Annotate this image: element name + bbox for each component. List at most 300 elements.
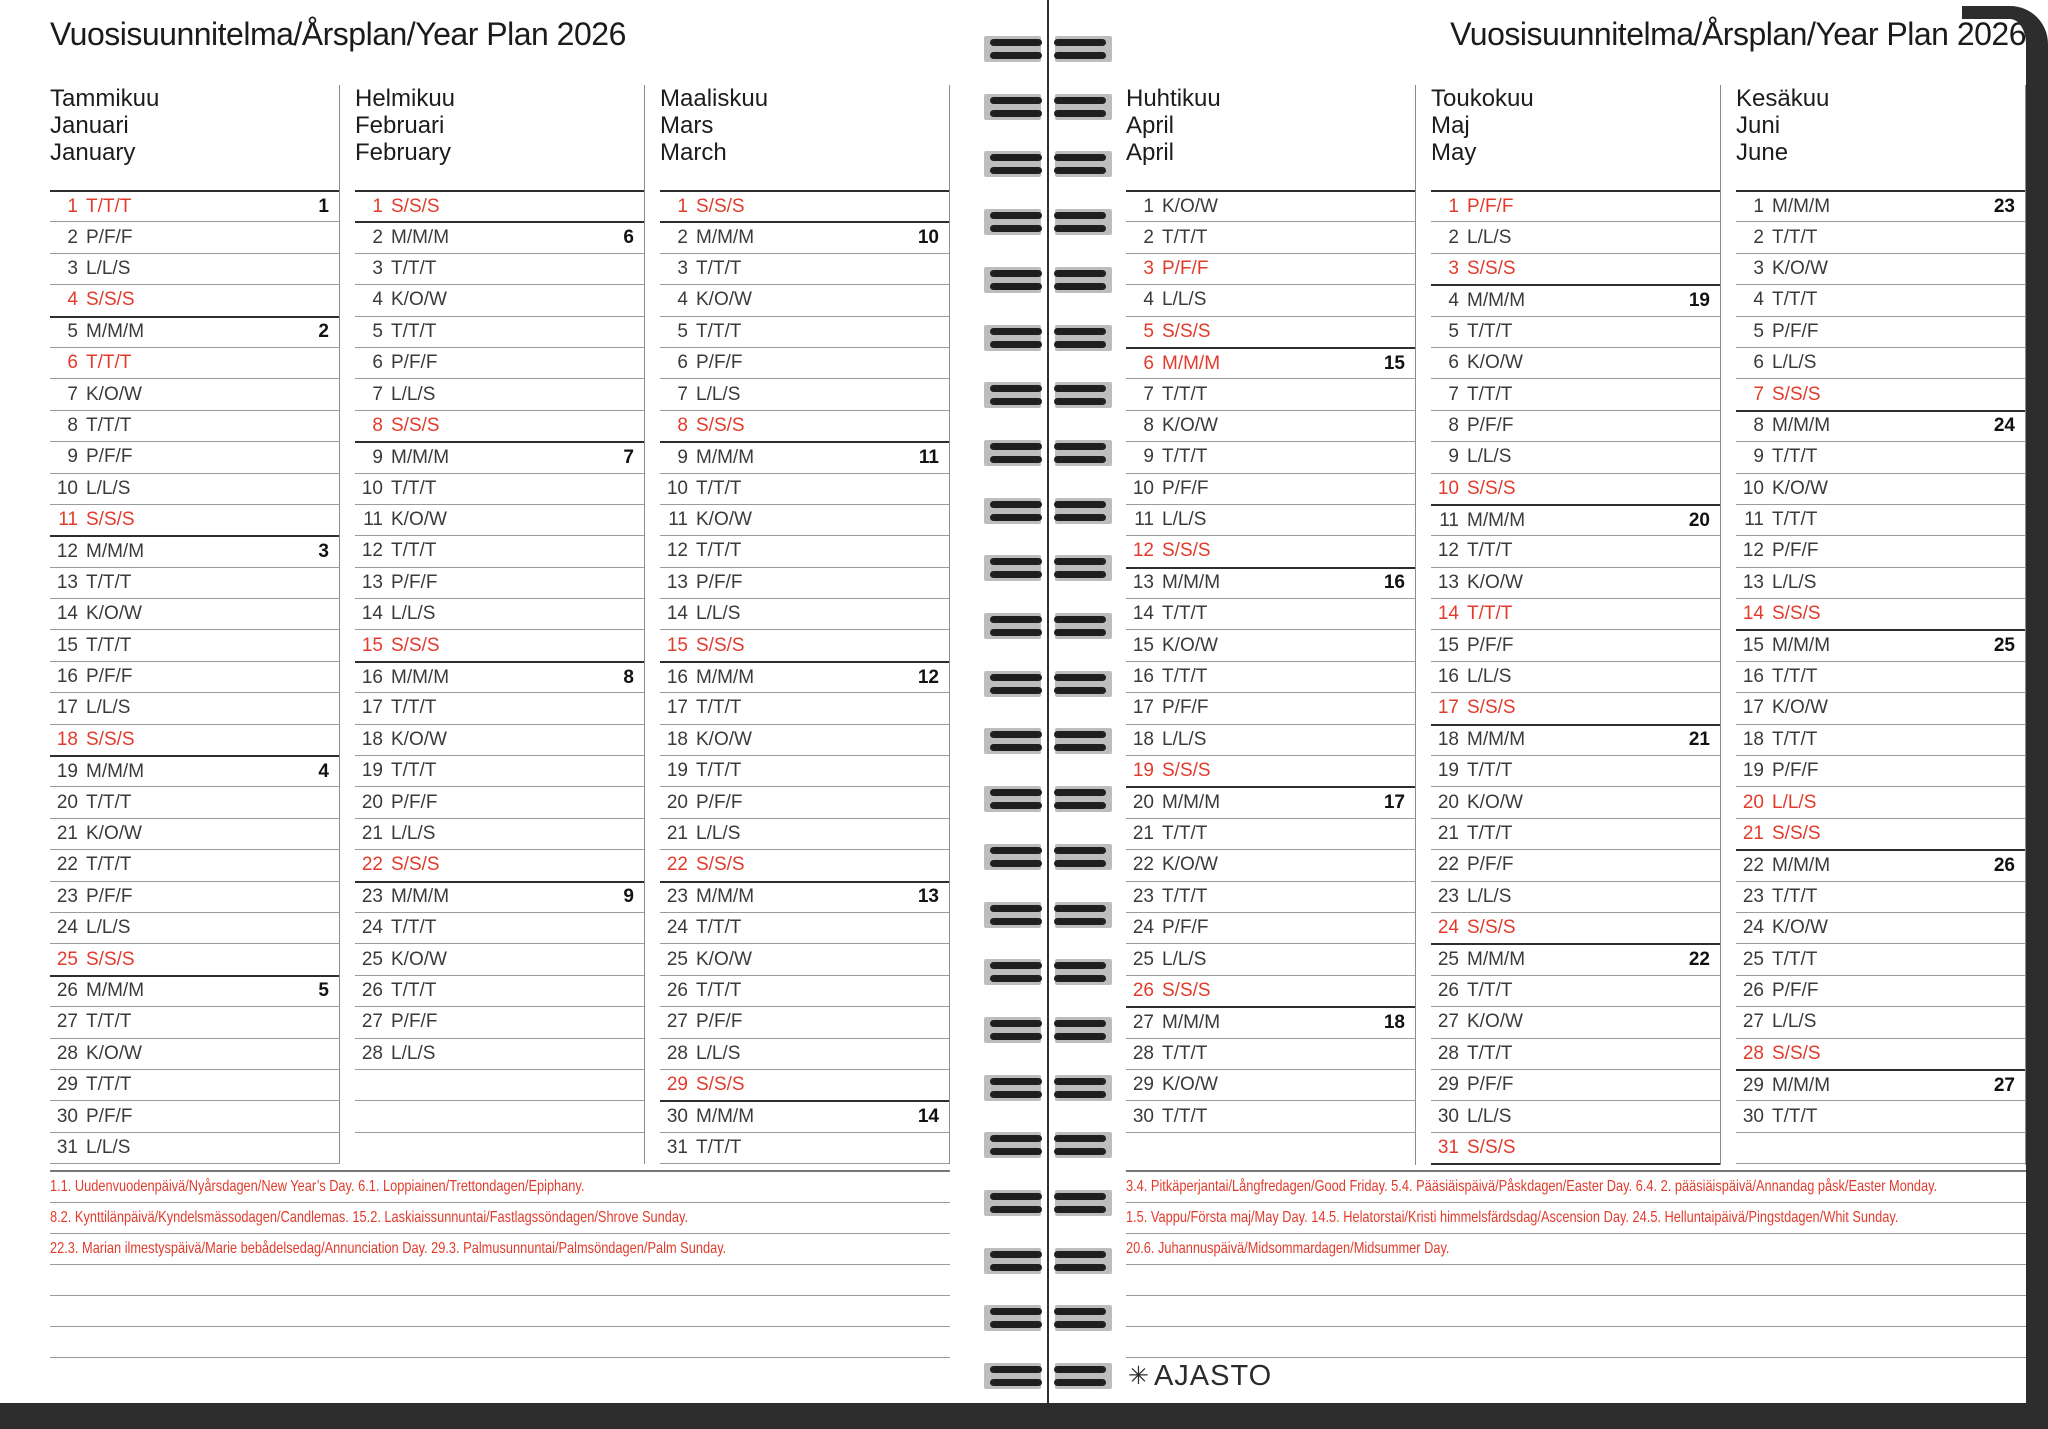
week-number: 5 bbox=[318, 980, 329, 1002]
weekday-code: S/S/S bbox=[391, 195, 440, 217]
weekday-code: T/T/T bbox=[1162, 666, 1208, 688]
weekday-code: T/T/T bbox=[1467, 603, 1513, 625]
day-row bbox=[1126, 692, 1415, 723]
day-row bbox=[50, 943, 339, 974]
weekday-code: M/M/M bbox=[1467, 509, 1526, 531]
day-number: 18 bbox=[1742, 728, 1764, 750]
spiral-wire bbox=[990, 154, 1042, 161]
spiral-wire bbox=[990, 167, 1042, 174]
spiral-wire bbox=[1054, 962, 1106, 969]
spiral-wire bbox=[1054, 616, 1106, 623]
spiral-wire bbox=[1054, 744, 1106, 751]
day-row bbox=[50, 473, 339, 504]
month-name-line: Maj bbox=[1431, 112, 1470, 139]
day-number: 9 bbox=[1143, 446, 1154, 468]
day-row bbox=[660, 253, 949, 284]
day-number: 18 bbox=[1132, 728, 1154, 750]
day-number: 25 bbox=[666, 948, 688, 970]
weekday-code: T/T/T bbox=[1772, 289, 1818, 311]
day-number: 1 bbox=[1448, 195, 1459, 217]
day-number: 16 bbox=[1742, 666, 1764, 688]
day-number: 28 bbox=[666, 1042, 688, 1064]
day-row bbox=[1126, 535, 1415, 566]
week-number: 14 bbox=[917, 1106, 939, 1128]
weekday-code: L/L/S bbox=[696, 603, 741, 625]
day-row bbox=[1126, 1038, 1415, 1069]
spiral-wire bbox=[990, 456, 1042, 463]
weekday-code: T/T/T bbox=[1467, 383, 1513, 405]
day-number: 6 bbox=[1448, 352, 1459, 374]
day-number: 17 bbox=[666, 697, 688, 719]
day-number: 4 bbox=[372, 289, 383, 311]
day-row bbox=[50, 629, 339, 660]
day-number: 25 bbox=[56, 948, 78, 970]
day-row bbox=[355, 410, 644, 441]
spiral-wire bbox=[990, 39, 1042, 46]
day-number: 22 bbox=[1132, 854, 1154, 876]
day-number: 8 bbox=[67, 414, 78, 436]
day-row bbox=[50, 504, 339, 535]
blank-row bbox=[1736, 1132, 2025, 1163]
weekday-code: L/L/S bbox=[696, 383, 741, 405]
weekday-code: M/M/M bbox=[1162, 1011, 1221, 1033]
weekday-code: S/S/S bbox=[391, 414, 440, 436]
month-name bbox=[1431, 85, 1720, 190]
weekday-code: K/O/W bbox=[1467, 571, 1523, 593]
month-grid bbox=[50, 190, 339, 1164]
weekday-code: T/T/T bbox=[696, 540, 742, 562]
spiral-loop bbox=[984, 1248, 1112, 1274]
weekday-code: P/F/F bbox=[1162, 257, 1209, 279]
day-row bbox=[1431, 221, 1720, 252]
blank-footnote-row bbox=[50, 1296, 950, 1327]
day-number: 1 bbox=[677, 195, 688, 217]
holiday-footnote bbox=[50, 1203, 950, 1234]
day-row bbox=[1126, 221, 1415, 252]
day-row bbox=[50, 849, 339, 880]
day-row bbox=[660, 378, 949, 409]
weekday-code: M/M/M bbox=[391, 446, 450, 468]
day-row bbox=[1431, 943, 1720, 974]
month-name-line: Mars bbox=[660, 112, 714, 139]
day-number: 13 bbox=[361, 571, 383, 593]
weekday-code: T/T/T bbox=[391, 917, 437, 939]
holiday-footnote-text: 1.5. Vappu/Första maj/May Day. 14.5. Helatorstai/Kristi himmelsfärdsdag/Ascension Day. 24.5. Helluntaipäivä/Pingstdagen/Whit Sunday. bbox=[1126, 1209, 1899, 1226]
day-number: 15 bbox=[56, 634, 78, 656]
weekday-code: K/O/W bbox=[86, 823, 142, 844]
day-row bbox=[1431, 190, 1720, 221]
weekday-code: T/T/T bbox=[86, 634, 132, 656]
weekday-code: T/T/T bbox=[696, 979, 742, 1001]
day-row bbox=[660, 441, 949, 472]
weekday-code: T/T/T bbox=[86, 791, 132, 813]
day-row bbox=[1126, 849, 1415, 880]
weekday-code: P/F/F bbox=[391, 571, 438, 593]
day-number: 25 bbox=[1437, 949, 1459, 971]
day-row bbox=[1431, 724, 1720, 755]
weekday-code: T/T/T bbox=[1467, 540, 1513, 562]
day-number: 11 bbox=[1134, 509, 1154, 531]
page-title: Vuosisuunnitelma/Årsplan/Year Plan 2026 bbox=[50, 16, 626, 52]
spiral-wire bbox=[990, 687, 1042, 694]
weekday-code: L/L/S bbox=[1467, 226, 1512, 248]
weekday-code: K/O/W bbox=[696, 728, 752, 750]
day-number: 9 bbox=[1448, 446, 1459, 468]
day-number: 14 bbox=[666, 603, 688, 625]
day-row bbox=[1126, 284, 1415, 315]
spiral-loop bbox=[984, 728, 1112, 754]
month-name-line: April bbox=[1126, 112, 1175, 139]
weekday-code: T/T/T bbox=[1772, 666, 1818, 688]
day-number: 31 bbox=[56, 1136, 78, 1158]
day-number: 26 bbox=[1132, 979, 1154, 1001]
month-column-february bbox=[355, 85, 645, 1164]
day-number: 7 bbox=[1753, 383, 1764, 405]
spiral-loop bbox=[984, 555, 1112, 581]
day-number: 26 bbox=[666, 979, 688, 1001]
day-row bbox=[660, 410, 949, 441]
weekday-code: M/M/M bbox=[696, 886, 755, 908]
weekday-code: M/M/M bbox=[1467, 289, 1526, 311]
day-number: 9 bbox=[677, 446, 688, 468]
day-number: 12 bbox=[1132, 540, 1154, 562]
holiday-footnote bbox=[50, 1234, 950, 1265]
spiral-loop bbox=[984, 440, 1112, 466]
day-row bbox=[1431, 504, 1720, 535]
day-number: 21 bbox=[1742, 823, 1764, 844]
day-number: 5 bbox=[677, 320, 688, 342]
day-row bbox=[1736, 535, 2025, 566]
day-number: 11 bbox=[1744, 509, 1764, 531]
weekday-code: T/T/T bbox=[391, 320, 437, 342]
weekday-code: M/M/M bbox=[1772, 1074, 1831, 1096]
day-number: 8 bbox=[1143, 414, 1154, 436]
day-number: 6 bbox=[1753, 352, 1764, 374]
weekday-code: T/T/T bbox=[1772, 509, 1818, 531]
weekday-code: L/L/S bbox=[1162, 728, 1207, 750]
spiral-wire bbox=[990, 398, 1042, 405]
spiral-loop bbox=[984, 959, 1112, 985]
day-number: 26 bbox=[361, 979, 383, 1001]
day-row bbox=[1126, 943, 1415, 974]
weekday-code: K/O/W bbox=[1467, 1011, 1523, 1033]
day-number: 27 bbox=[56, 1011, 78, 1033]
spiral-wire bbox=[1054, 212, 1106, 219]
day-row bbox=[355, 724, 644, 755]
weekday-code: P/F/F bbox=[86, 885, 133, 907]
spiral-wire bbox=[990, 1206, 1042, 1213]
day-row bbox=[50, 1069, 339, 1100]
weekday-code: P/F/F bbox=[1772, 540, 1819, 562]
day-row bbox=[1431, 347, 1720, 378]
day-row bbox=[660, 881, 949, 912]
week-number: 2 bbox=[318, 321, 329, 343]
spiral-wire bbox=[1054, 1206, 1106, 1213]
weekday-code: T/T/T bbox=[1162, 383, 1208, 405]
day-number: 23 bbox=[1742, 885, 1764, 907]
weekday-code: T/T/T bbox=[1162, 226, 1208, 248]
day-number: 18 bbox=[666, 728, 688, 750]
day-number: 16 bbox=[1132, 666, 1154, 688]
weekday-code: T/T/T bbox=[391, 760, 437, 782]
spiral-wire bbox=[1054, 918, 1106, 925]
month-name bbox=[660, 85, 949, 190]
day-row bbox=[660, 849, 949, 880]
weekday-code: S/S/S bbox=[1772, 603, 1821, 625]
day-number: 8 bbox=[677, 414, 688, 436]
week-number: 26 bbox=[1993, 854, 2015, 876]
spiral-wire bbox=[1054, 1321, 1106, 1328]
weekday-code: L/L/S bbox=[86, 917, 131, 939]
day-row bbox=[50, 692, 339, 723]
day-row bbox=[355, 253, 644, 284]
day-row bbox=[355, 504, 644, 535]
page-title: Vuosisuunnitelma/Årsplan/Year Plan 2026 bbox=[1450, 16, 2026, 52]
weekday-code: L/L/S bbox=[696, 823, 741, 844]
holiday-footnotes-right bbox=[1126, 1170, 2026, 1358]
day-number: 3 bbox=[1448, 257, 1459, 279]
weekday-code: L/L/S bbox=[1772, 791, 1817, 813]
day-number: 2 bbox=[1143, 226, 1154, 248]
spiral-wire bbox=[1054, 1264, 1106, 1271]
day-number: 16 bbox=[1437, 666, 1459, 688]
day-row bbox=[1126, 410, 1415, 441]
week-number: 13 bbox=[917, 886, 939, 908]
spiral-wire bbox=[1054, 1379, 1106, 1386]
day-number: 24 bbox=[361, 917, 383, 939]
day-number: 26 bbox=[1437, 979, 1459, 1001]
weekday-code: P/F/F bbox=[1162, 917, 1209, 939]
spiral-wire bbox=[1054, 225, 1106, 232]
weekday-code: T/T/T bbox=[391, 697, 437, 719]
weekday-code: T/T/T bbox=[1467, 320, 1513, 342]
spiral-loop bbox=[984, 1075, 1112, 1101]
spiral-wire bbox=[990, 847, 1042, 854]
weekday-code: T/T/T bbox=[391, 540, 437, 562]
day-row bbox=[1126, 724, 1415, 755]
day-number: 7 bbox=[67, 383, 78, 405]
weekday-code: M/M/M bbox=[1162, 572, 1221, 594]
weekday-code: L/L/S bbox=[1467, 666, 1512, 688]
spiral-wire bbox=[1054, 110, 1106, 117]
day-number: 23 bbox=[1132, 885, 1154, 907]
day-row bbox=[1431, 1069, 1720, 1100]
day-row bbox=[1126, 253, 1415, 284]
spiral-wire bbox=[1054, 1091, 1106, 1098]
day-number: 20 bbox=[1132, 792, 1154, 814]
day-row bbox=[1431, 661, 1720, 692]
day-number: 18 bbox=[1437, 729, 1459, 751]
day-number: 13 bbox=[666, 571, 688, 593]
weekday-code: T/T/T bbox=[1467, 1042, 1513, 1064]
day-number: 9 bbox=[372, 446, 383, 468]
weekday-code: P/F/F bbox=[1772, 760, 1819, 782]
day-row bbox=[1736, 284, 2025, 315]
spiral-wire bbox=[990, 270, 1042, 277]
weekday-code: T/T/T bbox=[1162, 823, 1208, 844]
month-name bbox=[1126, 85, 1415, 190]
weekday-code: T/T/T bbox=[696, 477, 742, 499]
spiral-wire bbox=[990, 385, 1042, 392]
weekday-code: L/L/S bbox=[696, 1042, 741, 1064]
day-number: 2 bbox=[67, 226, 78, 248]
day-row bbox=[355, 692, 644, 723]
week-number: 11 bbox=[918, 446, 939, 468]
day-row bbox=[50, 1132, 339, 1163]
weekday-code: L/L/S bbox=[1162, 509, 1207, 531]
day-number: 30 bbox=[1742, 1105, 1764, 1127]
week-number: 19 bbox=[1688, 289, 1710, 311]
day-row bbox=[1431, 1132, 1720, 1163]
day-number: 18 bbox=[56, 728, 78, 750]
day-number: 22 bbox=[666, 854, 688, 876]
day-number: 9 bbox=[1753, 446, 1764, 468]
spiral-wire bbox=[1054, 1078, 1106, 1085]
holiday-footnote bbox=[1126, 1203, 2026, 1234]
day-number: 19 bbox=[1437, 760, 1459, 782]
spiral-wire bbox=[1054, 514, 1106, 521]
spiral-loop bbox=[984, 151, 1112, 177]
spiral-wire bbox=[990, 52, 1042, 59]
weekday-code: M/M/M bbox=[1467, 949, 1526, 971]
weekday-code: S/S/S bbox=[1162, 320, 1211, 342]
weekday-code: S/S/S bbox=[1772, 383, 1821, 405]
weekday-code: K/O/W bbox=[391, 948, 447, 970]
day-row bbox=[660, 1132, 949, 1163]
day-row bbox=[660, 316, 949, 347]
weekday-code: K/O/W bbox=[696, 948, 752, 970]
day-number: 2 bbox=[1448, 226, 1459, 248]
day-number: 29 bbox=[666, 1074, 688, 1096]
day-row bbox=[355, 755, 644, 786]
day-row bbox=[660, 755, 949, 786]
day-number: 14 bbox=[361, 603, 383, 625]
spiral-wire bbox=[990, 1033, 1042, 1040]
day-number: 12 bbox=[56, 540, 78, 562]
day-number: 21 bbox=[361, 823, 383, 844]
spiral-wire bbox=[1054, 1193, 1106, 1200]
spiral-wire bbox=[1054, 1135, 1106, 1142]
spiral-wire bbox=[990, 1091, 1042, 1098]
day-row bbox=[660, 724, 949, 755]
spiral-loop bbox=[984, 1017, 1112, 1043]
weekday-code: T/T/T bbox=[696, 917, 742, 939]
day-number: 28 bbox=[361, 1042, 383, 1064]
day-row bbox=[355, 598, 644, 629]
day-row bbox=[1126, 1006, 1415, 1037]
day-number: 1 bbox=[372, 195, 383, 217]
holiday-footnote-text: 20.6. Juhannuspäivä/Midsommardagen/Midsummer Day. bbox=[1126, 1240, 1450, 1257]
day-number: 1 bbox=[1753, 195, 1764, 217]
spiral-loop bbox=[984, 844, 1112, 870]
day-number: 14 bbox=[56, 603, 78, 625]
weekday-code: M/M/M bbox=[696, 446, 755, 468]
day-row bbox=[1736, 253, 2025, 284]
day-number: 29 bbox=[1437, 1074, 1459, 1096]
day-row bbox=[355, 849, 644, 880]
day-number: 5 bbox=[1753, 320, 1764, 342]
spiral-wire bbox=[990, 802, 1042, 809]
day-row bbox=[1126, 441, 1415, 472]
weekday-code: S/S/S bbox=[391, 634, 440, 656]
day-number: 10 bbox=[1437, 477, 1459, 499]
weekday-code: T/T/T bbox=[1162, 1105, 1208, 1127]
weekday-code: L/L/S bbox=[391, 383, 436, 405]
spiral-wire bbox=[1054, 328, 1106, 335]
day-number: 8 bbox=[1448, 414, 1459, 436]
day-row bbox=[355, 316, 644, 347]
day-row bbox=[1431, 535, 1720, 566]
spiral-wire bbox=[1054, 398, 1106, 405]
spiral-wire bbox=[1054, 687, 1106, 694]
day-row bbox=[660, 598, 949, 629]
day-number: 16 bbox=[666, 666, 688, 688]
day-row bbox=[355, 1038, 644, 1069]
weekday-code: K/O/W bbox=[1162, 1074, 1218, 1096]
day-number: 15 bbox=[1742, 635, 1764, 657]
weekday-code: M/M/M bbox=[1772, 635, 1831, 657]
spiral-wire bbox=[990, 918, 1042, 925]
weekday-code: T/T/T bbox=[696, 1136, 742, 1158]
day-row bbox=[1736, 786, 2025, 817]
day-number: 16 bbox=[56, 666, 78, 688]
spiral-wire bbox=[1054, 443, 1106, 450]
blank-footnote-row bbox=[50, 1265, 950, 1296]
day-row bbox=[660, 567, 949, 598]
day-row bbox=[1736, 504, 2025, 535]
week-number: 16 bbox=[1383, 572, 1405, 594]
day-number: 7 bbox=[677, 383, 688, 405]
spiral-wire bbox=[1054, 847, 1106, 854]
week-number: 20 bbox=[1688, 509, 1710, 531]
weekday-code: T/T/T bbox=[696, 697, 742, 719]
day-number: 11 bbox=[58, 509, 78, 531]
day-number: 22 bbox=[1742, 854, 1764, 876]
weekday-code: K/O/W bbox=[391, 728, 447, 750]
day-row bbox=[1431, 755, 1720, 786]
day-row bbox=[1431, 629, 1720, 660]
day-number: 19 bbox=[1742, 760, 1764, 782]
day-row bbox=[660, 692, 949, 723]
day-row bbox=[1126, 912, 1415, 943]
weekday-code: M/M/M bbox=[696, 227, 755, 249]
day-row bbox=[660, 629, 949, 660]
day-number: 24 bbox=[666, 917, 688, 939]
weekday-code: L/L/S bbox=[1772, 352, 1817, 374]
day-row bbox=[660, 661, 949, 692]
day-number: 16 bbox=[361, 666, 383, 688]
spiral-loop bbox=[984, 209, 1112, 235]
spiral-wire bbox=[990, 975, 1042, 982]
day-number: 10 bbox=[56, 477, 78, 499]
spiral-wire bbox=[990, 1379, 1042, 1386]
day-row bbox=[1126, 661, 1415, 692]
weekday-code: L/L/S bbox=[1772, 1011, 1817, 1033]
spiral-wire bbox=[990, 110, 1042, 117]
day-row bbox=[1126, 316, 1415, 347]
weekday-code: L/L/S bbox=[86, 697, 131, 719]
day-row bbox=[1736, 912, 2025, 943]
day-number: 22 bbox=[361, 854, 383, 876]
day-number: 11 bbox=[1439, 509, 1459, 531]
day-number: 20 bbox=[56, 791, 78, 813]
spiral-loop bbox=[984, 613, 1112, 639]
weekday-code: K/O/W bbox=[391, 509, 447, 531]
day-number: 7 bbox=[1448, 383, 1459, 405]
day-row bbox=[1126, 1100, 1415, 1131]
day-number: 27 bbox=[1132, 1011, 1154, 1033]
spiral-wire bbox=[990, 341, 1042, 348]
